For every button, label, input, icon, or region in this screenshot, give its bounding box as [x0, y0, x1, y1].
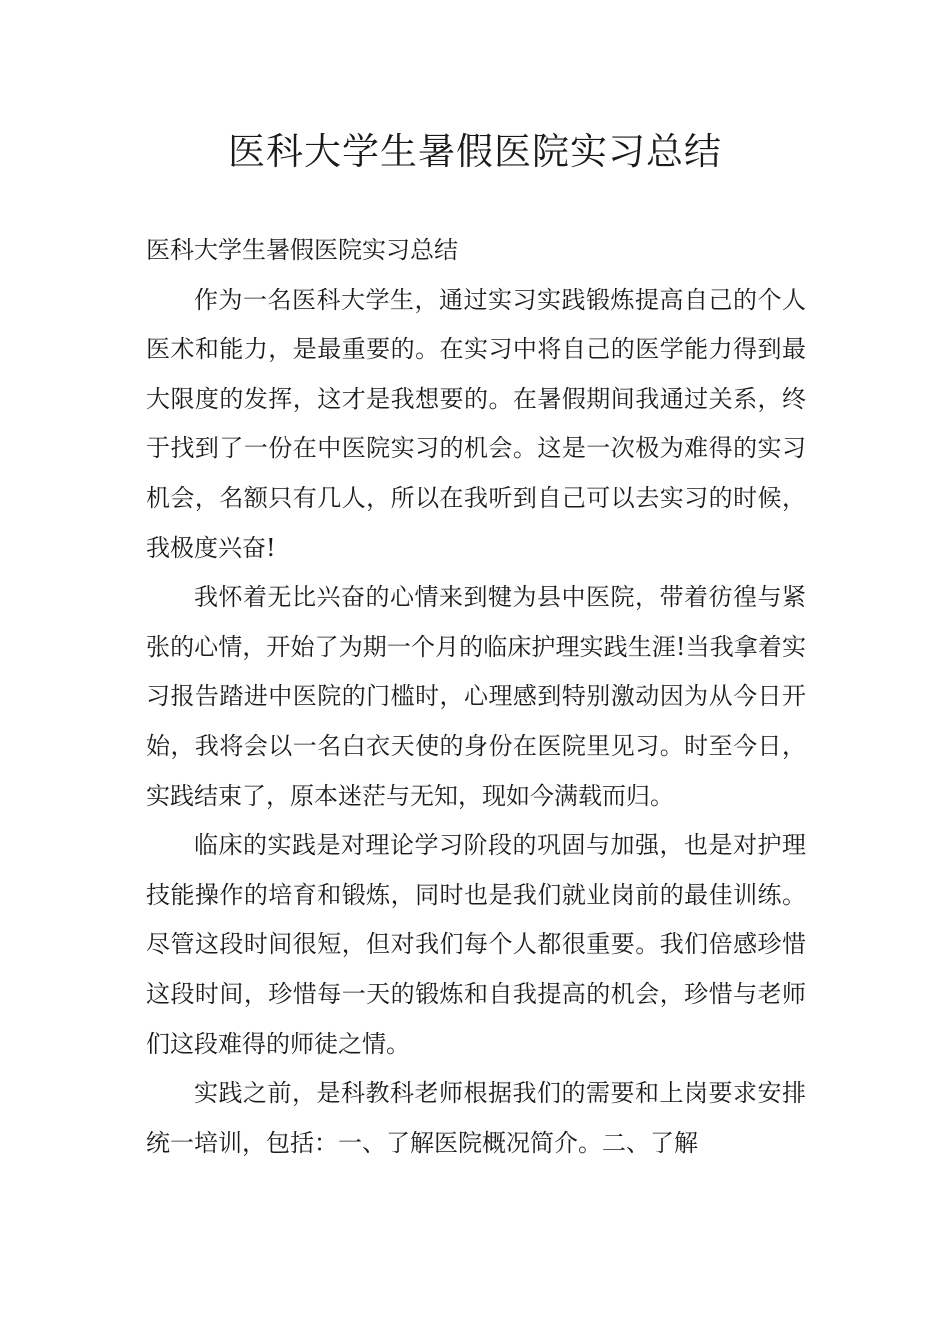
document-body [146, 226, 806, 1168]
paragraph-2: 我怀着无比兴奋的心情来到犍为县中医院，带着彷徨与紧张的心情，开始了为期一个月的临床护理实践生涯!当我拿着实习报告踏进中医院的门槛时，心理感到特别激动因为从今日开始，我将会以一名白衣天使的身份在医院里见习。时至今日，实践结束了，原本迷茫与无知，现如今满载而归。 [146, 583, 806, 810]
document-title: 医科大学生暑假医院实习总结 [228, 130, 722, 173]
paragraph-1: 作为一名医科大学生，通过实习实践锻炼提高自己的个人医术和能力，是最重要的。在实习中将自己的医学能力得到最大限度的发挥，这才是我想要的。在暑假期间我通过关系，终于找到了一份在中医院实习的机会。这是一次极为难得的实习机会，名额只有几人，所以在我听到自己可以去实习的时候，我极度兴奋! [146, 285, 806, 562]
document-subtitle: 医科大学生暑假医院实习总结 [146, 236, 458, 264]
paragraph-3: 临床的实践是对理论学习阶段的巩固与加强，也是对护理技能操作的培育和锻炼，同时也是我们就业岗前的最佳训练。尽管这段时间很短，但对我们每个人都很重要。我们倍感珍惜这段时间，珍惜每一天的锻炼和自我提高的机会，珍惜与老师们这段难得的师徒之情。 [146, 831, 806, 1058]
paragraph-4: 实践之前，是科教科老师根据我们的需要和上岗要求安排统一培训，包括：一、了解医院概况简介。二、了解 [146, 1079, 806, 1157]
